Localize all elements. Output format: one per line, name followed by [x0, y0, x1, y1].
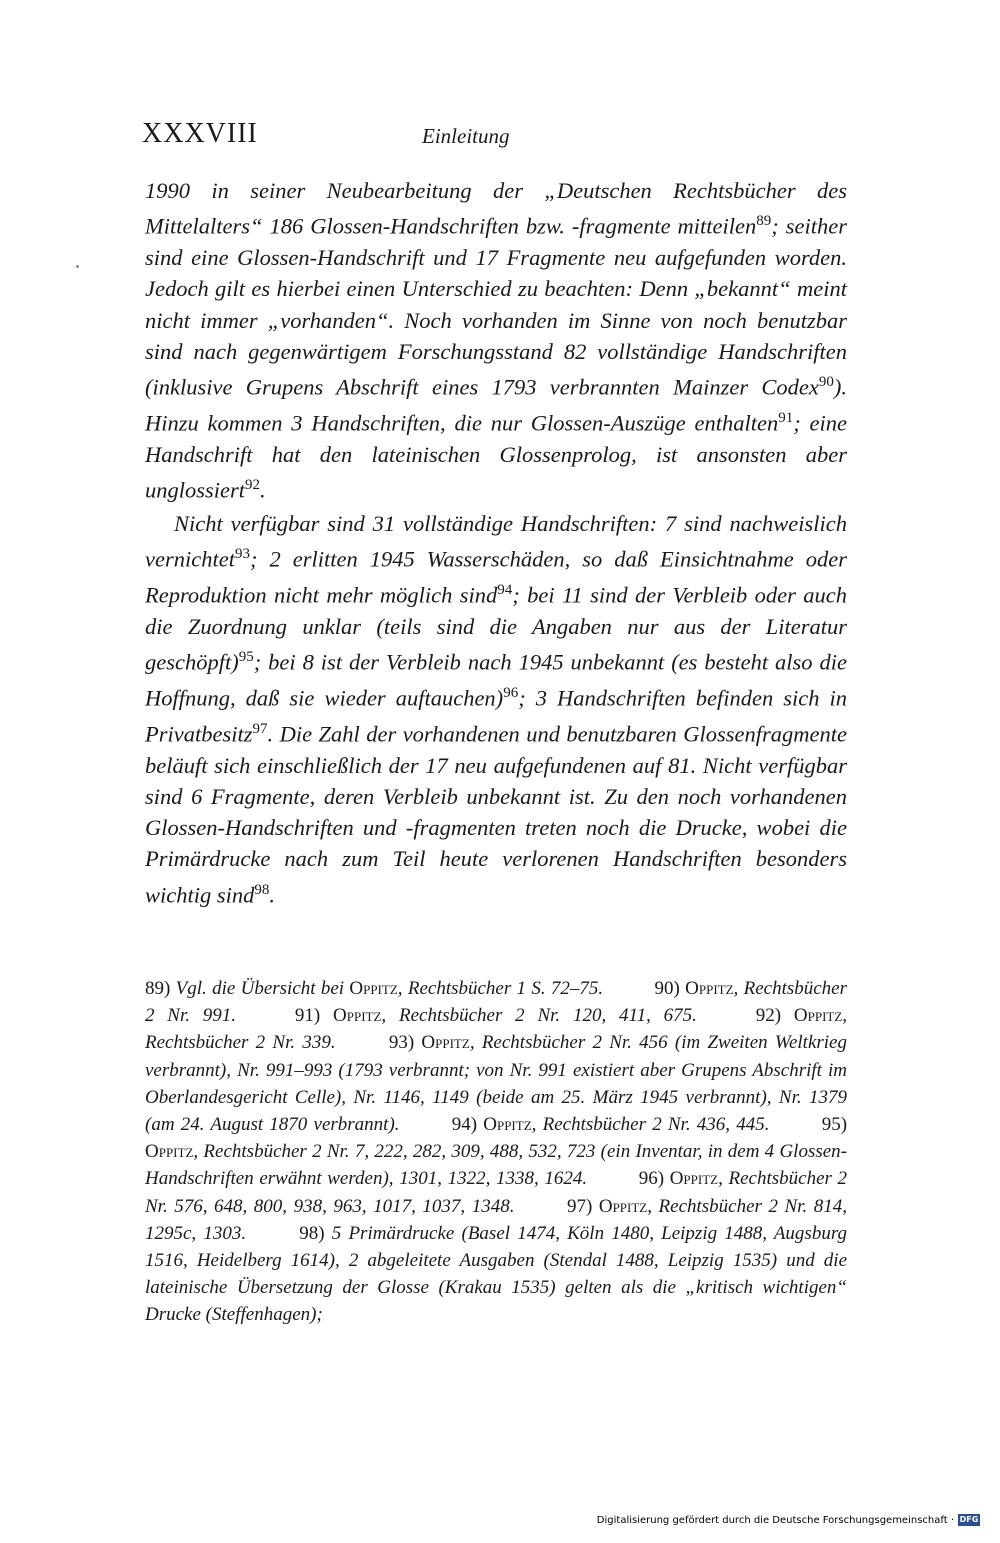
author-name: Oppitz: [421, 1032, 470, 1054]
text-run: . Die Zahl der vorhandenen und benutzbaren Glossenfragmente beläuft sich einschließlich der 17 neu aufgefundenen auf 81. Nicht verfügbar sind 6 Fragmente, deren Verbleib unbekannt ist. Zu den noch vorhandenen Glossen-Handschriften und -fragmenten treten noch die Drucke, wobei die Primärdrucke nach zum Teil heute verlorenen Handschriften besonders wichtig sind: [145, 721, 847, 908]
author-name: Oppitz: [145, 1141, 194, 1163]
author-name: Oppitz: [685, 978, 734, 999]
footnote-number: 90): [654, 978, 686, 999]
footnote-text: , Rechtsbücher 1 S. 72–75.: [397, 978, 604, 999]
digitization-credit: [597, 1511, 980, 1529]
footnote-ref: 91: [778, 410, 794, 427]
paragraph: [145, 175, 847, 506]
footnote-text: 5 Primärdrucke (Basel 1474, Köln 1480, Leipzig 1488, Augsburg 1516, Heidelberg 1614), 2 abgeleitete Ausgaben (Stendal 1488, Leipzig 1535) und die lateinische Übersetzung der Glosse (Krakau 1535) gelten als die „kritisch wichtigen“ Drucke (Steffenhagen);: [145, 1222, 848, 1326]
footnote: [295, 1005, 697, 1026]
footnote-number: 89): [145, 978, 176, 999]
footnote-number: 98): [299, 1222, 332, 1244]
footnote-ref: 92: [245, 477, 261, 494]
dfg-logo: DFG: [959, 1515, 979, 1524]
footnote-text: , Rechtsbücher 2 Nr. 339.: [145, 1005, 848, 1054]
text-run: ). Hinzu kommen 3 Handschriften, die nur Glossen-Auszüge enthalten: [145, 374, 847, 436]
footnote-ref: 98: [254, 881, 270, 898]
footnote-text: , Rechtsbücher 2 Nr. 991.: [145, 978, 848, 1027]
footnotes: [145, 975, 847, 1329]
footnote-ref: 93: [234, 546, 250, 563]
footnote-block: [145, 975, 847, 1329]
text-run: ; bei 11 sind der Verbleib oder auch die Zuordnung unklar (teils sind die Angaben nur aus der Literatur geschöpft): [145, 582, 847, 675]
footnote-text: , Rechtsbücher 2 Nr. 456 (im Zweiten Weltkrieg verbrannt), Nr. 991–993 (1793 verbrannt; von Nr. 991 existiert aber Grupens Abschrift im Oberlandesgericht Celle), Nr. 1146, 1149 (beide am 25. März 1945 verbrannt), Nr. 1379 (am 24. August 1870 verbrannt).: [145, 1032, 847, 1136]
footnote-text: , Rechtsbücher 2 Nr. 814, 1295c, 1303.: [145, 1195, 847, 1244]
footnote-number: 96): [638, 1168, 670, 1190]
footnote-ref: 97: [252, 720, 268, 737]
text-run: Nicht verfügbar sind 31 vollständige Handschriften: 7 sind nachweislich vernichtet: [145, 510, 847, 572]
paragraph: [145, 508, 847, 911]
author-name: Oppitz: [349, 978, 398, 999]
footnote-number: 95): [821, 1114, 848, 1136]
text-run: ; bei 8 ist der Verbleib nach 1945 unbekannt (es besteht also die Hoffnung, daß sie wieder auftauchen): [145, 649, 847, 711]
footnote-text: , Rechtsbücher 2 Nr. 7, 222, 282, 309, 488, 532, 723 (ein Inventar, in dem 4 Glossen-Handschriften erwähnt werden), 1301, 1322, 1338, 1624.: [145, 1141, 847, 1190]
footnote-ref: 95: [238, 649, 254, 666]
credit-text: Digitalisierung gefördert durch die Deutsche Forschungsgemeinschaft ·: [596, 1514, 954, 1526]
page-number: XXXVIII: [142, 118, 258, 149]
footnote-text: , Rechtsbücher 2 Nr. 120, 411, 675.: [381, 1005, 697, 1027]
text-run: ; eine Handschrift hat den lateinischen Glossenprolog, ist ansonsten aber unglossiert: [145, 410, 847, 503]
main-text: [145, 175, 847, 911]
scan-speck: [76, 265, 79, 268]
footnote-text: Vgl. die Übersicht bei: [175, 978, 350, 999]
footnote-text: , Rechtsbücher 2 Nr. 436, 445.: [531, 1114, 770, 1136]
footnote-text: , Rechtsbücher 2 Nr. 576, 648, 800, 938, 963, 1017, 1037, 1348.: [145, 1168, 848, 1217]
footnote: [145, 978, 603, 999]
footnote: [452, 1114, 770, 1135]
author-name: Oppitz: [598, 1195, 648, 1217]
text-run: .: [260, 477, 266, 503]
footnote-ref: 89: [756, 213, 772, 230]
footnote-number: 92): [755, 1005, 794, 1027]
text-run: ; seither sind eine Glossen-Handschrift und 17 Fragmente neu aufgefunden worden. Jedoch gilt es hierbei einen Unterschied zu beachten: Denn „bekannt“ meint nicht immer „vorhanden“. Noch vorhanden im Sinne von noch benutzbar sind nach gegenwärtigem Forschungsstand 82 vollständige Handschriften (inklusive Grupens Abschrift eines 1793 verbrannten Mainzer Codex: [145, 213, 847, 400]
footnote: [145, 1223, 847, 1326]
footnote-number: 93): [388, 1032, 422, 1054]
text-run: 1990 in seiner Neubearbeitung der „Deutschen Rechtsbücher des Mittelalters“ 186 Glossen-Handschriften bzw. -fragmente mitteilen: [145, 178, 847, 239]
running-title: Einleitung: [422, 124, 510, 148]
footnote-number: 97): [566, 1195, 599, 1217]
footnote-number: 91): [294, 1005, 334, 1027]
text-run: .: [269, 882, 276, 908]
author-name: Oppitz: [483, 1114, 532, 1136]
author-name: Oppitz: [333, 1005, 382, 1027]
footnote-ref: 94: [497, 582, 513, 599]
footnote-ref: 90: [818, 374, 834, 391]
page-header: [142, 118, 862, 158]
text-run: ; 2 erlitten 1945 Wasserschäden, so daß Einsichtnahme oder Reproduktion nicht mehr möglich sind: [145, 546, 847, 608]
footnote-ref: 96: [503, 684, 519, 701]
author-name: Oppitz: [669, 1168, 719, 1190]
text-run: ; 3 Handschriften befinden sich in Privatbesitz: [145, 685, 848, 747]
footnote-number: 94): [451, 1114, 484, 1136]
author-name: Oppitz: [793, 1005, 843, 1027]
